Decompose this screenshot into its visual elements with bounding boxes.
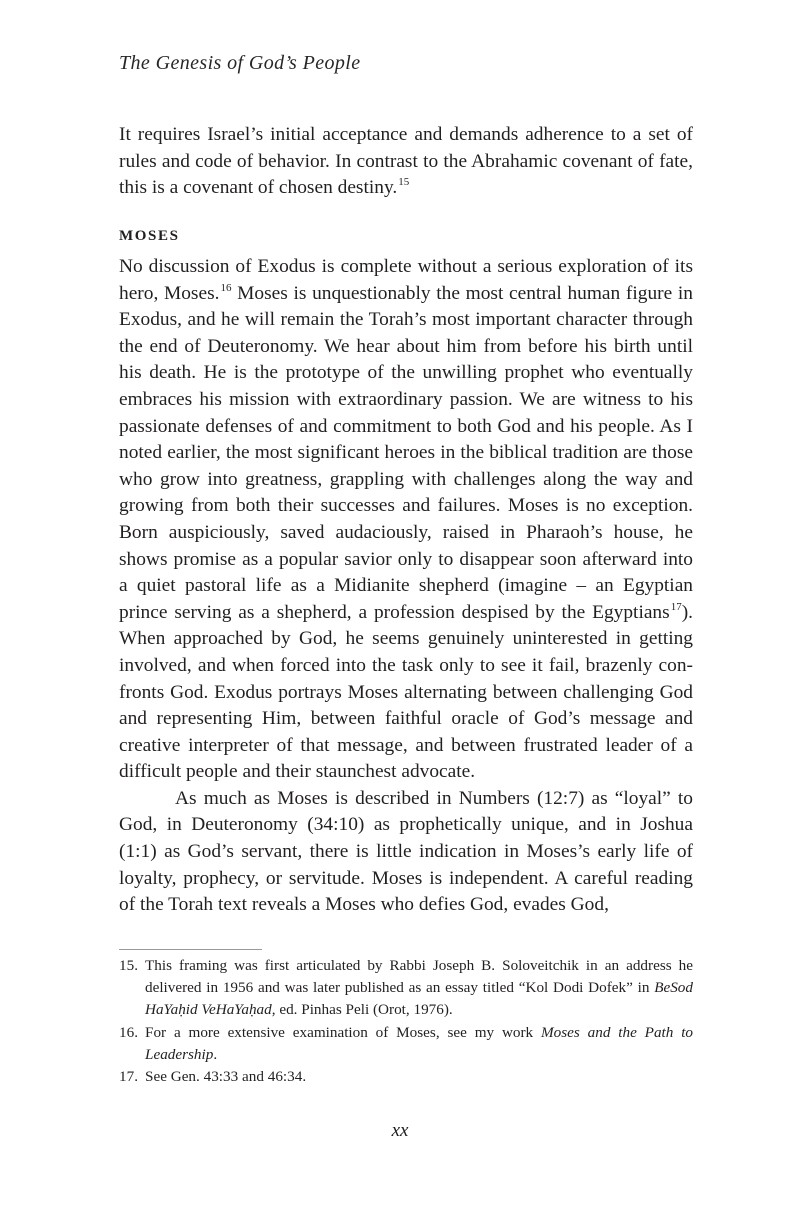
footnote-ref-16[interactable]: 16 [220, 281, 232, 294]
footnote-text [145, 1066, 693, 1088]
section-heading: MOSES [119, 228, 180, 244]
paragraph-text: No discussion of Exodus is complete without a serious exploration of its hero, Moses. [119, 256, 693, 304]
footnote-divider [119, 949, 262, 950]
footnote-text-part: , ed. Pinhas Peli (Orot, 1976). [271, 1001, 453, 1019]
footnote-17 [119, 1066, 693, 1088]
page-number: xx [391, 1120, 409, 1141]
paragraph-text: Moses is unquestionably the most central human figure in Exodus, and he will remain the Torah’s most important character through the end of Deuteronomy. We hear about him from before his birth until his death. He is the prototype of the unwilling prophet who eventually embraces his mission with extraordinary passion. We are witness to his passionate defenses of and commitment to both God and his people. As I noted earlier, the most significant heroes in the biblical tradition are those who grow into greatness, grappling with challenges along the way and growing from both their successes and failures. Moses is no exception. Born auspiciously, saved audaciously, raised in Pharaoh’s house, he shows promise as a popular savior only to disappear soon afterward into a quiet pastoral life as a Midianite shepherd (imagine – an Egyptian prince serving as a shepherd, a profession despised by the Egyptians [119, 282, 693, 623]
footnote-book-title: Moses and the Path to Leadership [145, 1023, 694, 1063]
footnote-ref-15[interactable]: 15 [398, 176, 410, 189]
footnote-ref-17[interactable]: 17 [670, 600, 682, 613]
footnotes [119, 955, 693, 1088]
footnote-15 [119, 955, 693, 1022]
footnote-16 [119, 1022, 693, 1066]
footnote-text-part: . [213, 1045, 218, 1063]
footnote-book-title: BeSod HaYaḥid VeHaYaḥad [145, 979, 693, 1019]
intro-paragraph-block [119, 122, 693, 202]
main-text-block [119, 254, 693, 919]
footnote-text [145, 955, 693, 1022]
running-head: The Genesis of God’s People [119, 52, 361, 74]
intro-paragraph [119, 122, 693, 202]
footnote-number: 17. [119, 1068, 138, 1086]
paragraph-text: ). When approached by God, he seems genuinely uninterested in getting involved, and when forced into the task only to see it fail, brazenly confronts God. Exodus portrays Moses alternating between challenging God and representing Him, between faithful oracle of God’s message and creative interpreter of that message, and between frustrated leader of a difficult people and their staunchest advocate. [119, 601, 693, 783]
footnote-text-part: For a more extensive examination of Moses, see my work [145, 1023, 541, 1041]
intro-paragraph-text: It requires Israel’s initial acceptance and demands adherence to a set of rules and code of behavior. In contrast to the Abrahamic covenant of fate, this is a covenant of chosen destiny. [119, 124, 693, 199]
paragraph-moses-independence: As much as Moses is described in Numbers (12:7) as “loyal” to God, in Deuteronomy (34:10) as prophetically unique, and in Joshua (1:1) as God’s servant, there is little indication in Moses’s early life of loyalty, prophecy, or servitude. Moses is independent. A careful reading of the Torah text reveals a Moses who defies God, evades God, [119, 787, 693, 916]
footnote-text-part: This framing was first articulated by Rabbi Joseph B. Soloveitchik in an address he delivered in 1956 and was later published as an essay titled “Kol Dodi Dofek” in [145, 957, 693, 997]
footnote-text-part: See Gen. 43:33 and 46:34. [145, 1068, 307, 1086]
footnote-text [145, 1022, 693, 1066]
footnote-number: 15. [119, 957, 138, 974]
footnote-number: 16. [119, 1023, 138, 1041]
paragraph-moses-intro [119, 254, 693, 786]
